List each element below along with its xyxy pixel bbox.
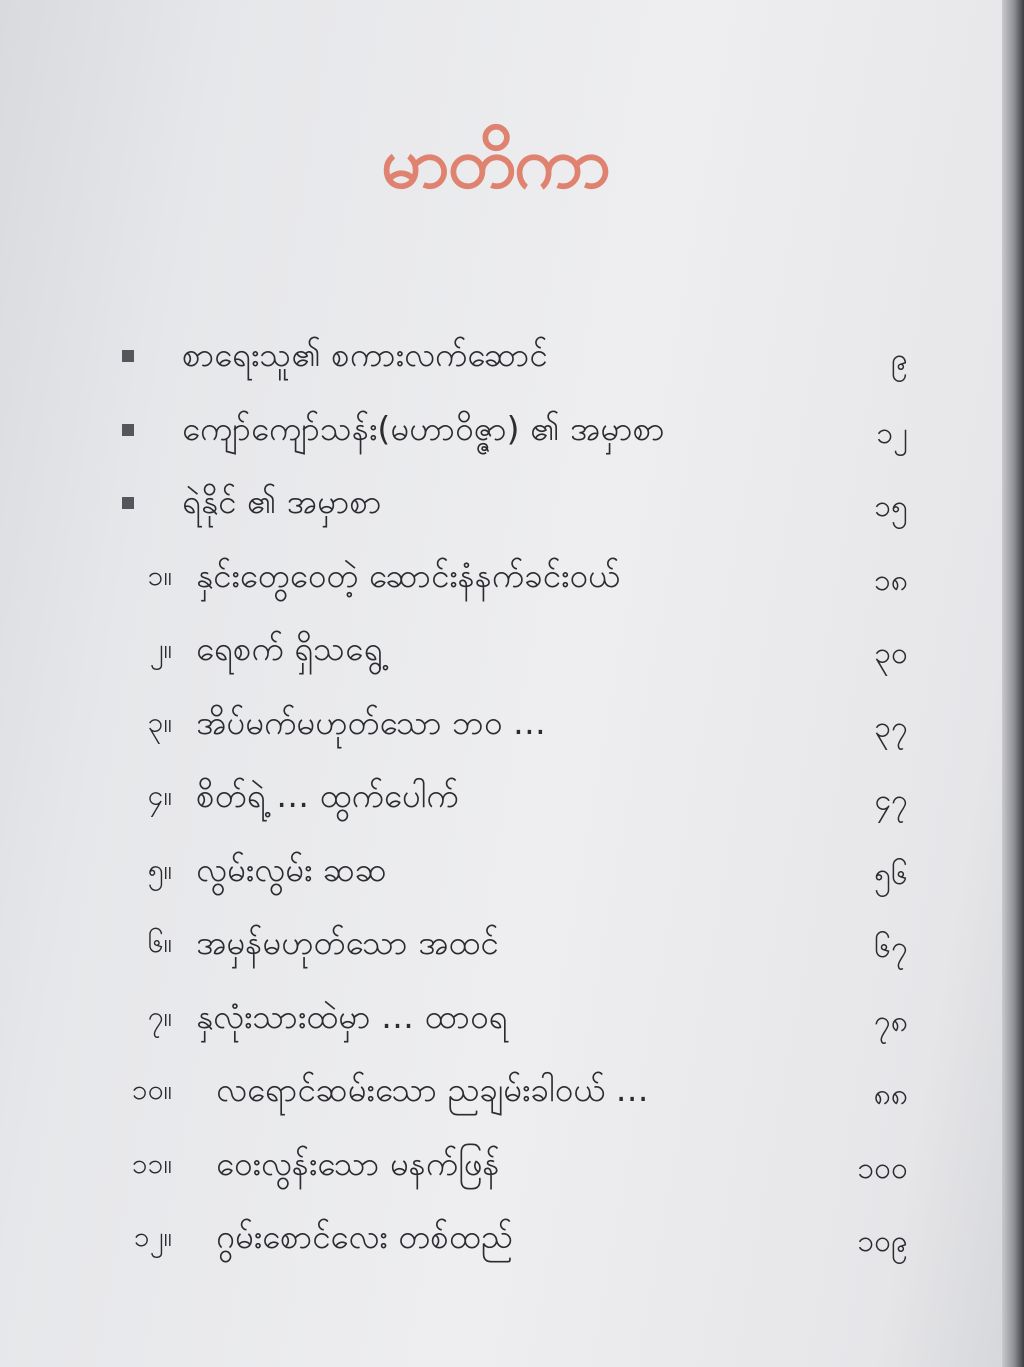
toc-entry-number: ၁၀။ [132,1073,172,1106]
book-spine-edge [1002,0,1024,1367]
toc-entry-page-number: ၃၇ [874,709,908,745]
toc-entry-number: ၄။ [147,779,172,812]
toc-entry [0,906,990,980]
toc-entry-title: နှင်းတွေဝေတဲ့ ဆောင်းနံနက်ခင်းဝယ် [196,555,620,595]
toc-entry [0,1200,990,1274]
toc-entry-page-number: ၃၀ [874,636,908,671]
toc-entry-title: ရဲနိုင် ၏ အမှာစာ [182,482,382,521]
toc-entry-title: ဂွမ်းစောင်လေး တစ်ထည် [216,1217,513,1256]
toc-entry-title: ကျော်ကျော်သန်း(မဟာဝိဇ္ဇာ) ၏ အမှာစာ [182,408,665,448]
toc-entry-page-number: ၁၅ [874,489,908,524]
toc-entry-page-number: ၆၇ [874,930,908,965]
toc-entry [0,686,990,760]
toc-entry-number: ၃။ [147,705,172,739]
toc-entry [0,1127,990,1201]
toc-entry-number: ၂။ [149,632,172,665]
toc-entry-title: နှလုံးသားထဲမှာ … ထာဝရ [196,996,508,1036]
toc-entry-title: လရောင်ဆမ်းသော ညချမ်းခါဝယ် … [216,1070,649,1109]
toc-entry-title: ရေစက် ရှိသရွေ့ [196,629,383,668]
toc-entry-number: ၁။ [147,558,172,592]
toc-entry-page-number: ၁၈ [873,562,908,598]
toc-entry-page-number: ၄၇ [874,783,908,818]
page-title: မာတိကာ [380,122,610,204]
toc-entry [0,980,990,1054]
toc-entry-title: စာရေးသူ၏ စကားလက်ဆောင် [182,335,548,374]
toc-entry-page-number: ၇၈ [873,1003,908,1039]
toc-entry-title: အမှန်မဟုတ်သော အထင် [196,923,499,962]
toc-entry-page-number: ၁၀၀ [857,1150,908,1186]
toc-entry [0,833,990,907]
square-bullet-icon [122,350,134,362]
toc-entry [0,318,990,392]
toc-entry-page-number: ၈၈ [873,1077,908,1112]
toc-entry-number: ၅။ [147,852,172,886]
toc-entry-page-number: ၉ [891,342,908,377]
toc-entry-page-number: ၁၀၉ [857,1224,908,1259]
toc-entry-title: စိတ်ရဲ့ … ထွက်ပေါက် [196,776,459,815]
toc-entry [0,539,990,613]
toc-entry-title: အိပ်မက်မဟုတ်သော ဘဝ … [196,702,546,742]
toc-entry [0,1053,990,1127]
square-bullet-icon [122,497,134,509]
toc-entry-title: ဝေးလွန်းသော မနက်ဖြန် [216,1143,500,1183]
toc-entry [0,612,990,686]
toc-entry-title: လွမ်းလွမ်း ဆဆ [196,849,387,889]
square-bullet-icon [122,424,134,436]
toc-entry-page-number: ၅၆ [874,856,908,892]
toc-entry [0,759,990,833]
toc-entry [0,392,990,466]
toc-entry-number: ၇။ [147,999,172,1033]
toc-entry [0,465,990,539]
toc-entry-number: ၁၂။ [134,1220,172,1253]
toc-entry-page-number: ၁၂ [876,415,908,451]
toc-entry-number: ၁၁။ [132,1146,172,1180]
toc-entry-number: ၆။ [147,926,172,959]
table-of-contents [0,318,990,1274]
